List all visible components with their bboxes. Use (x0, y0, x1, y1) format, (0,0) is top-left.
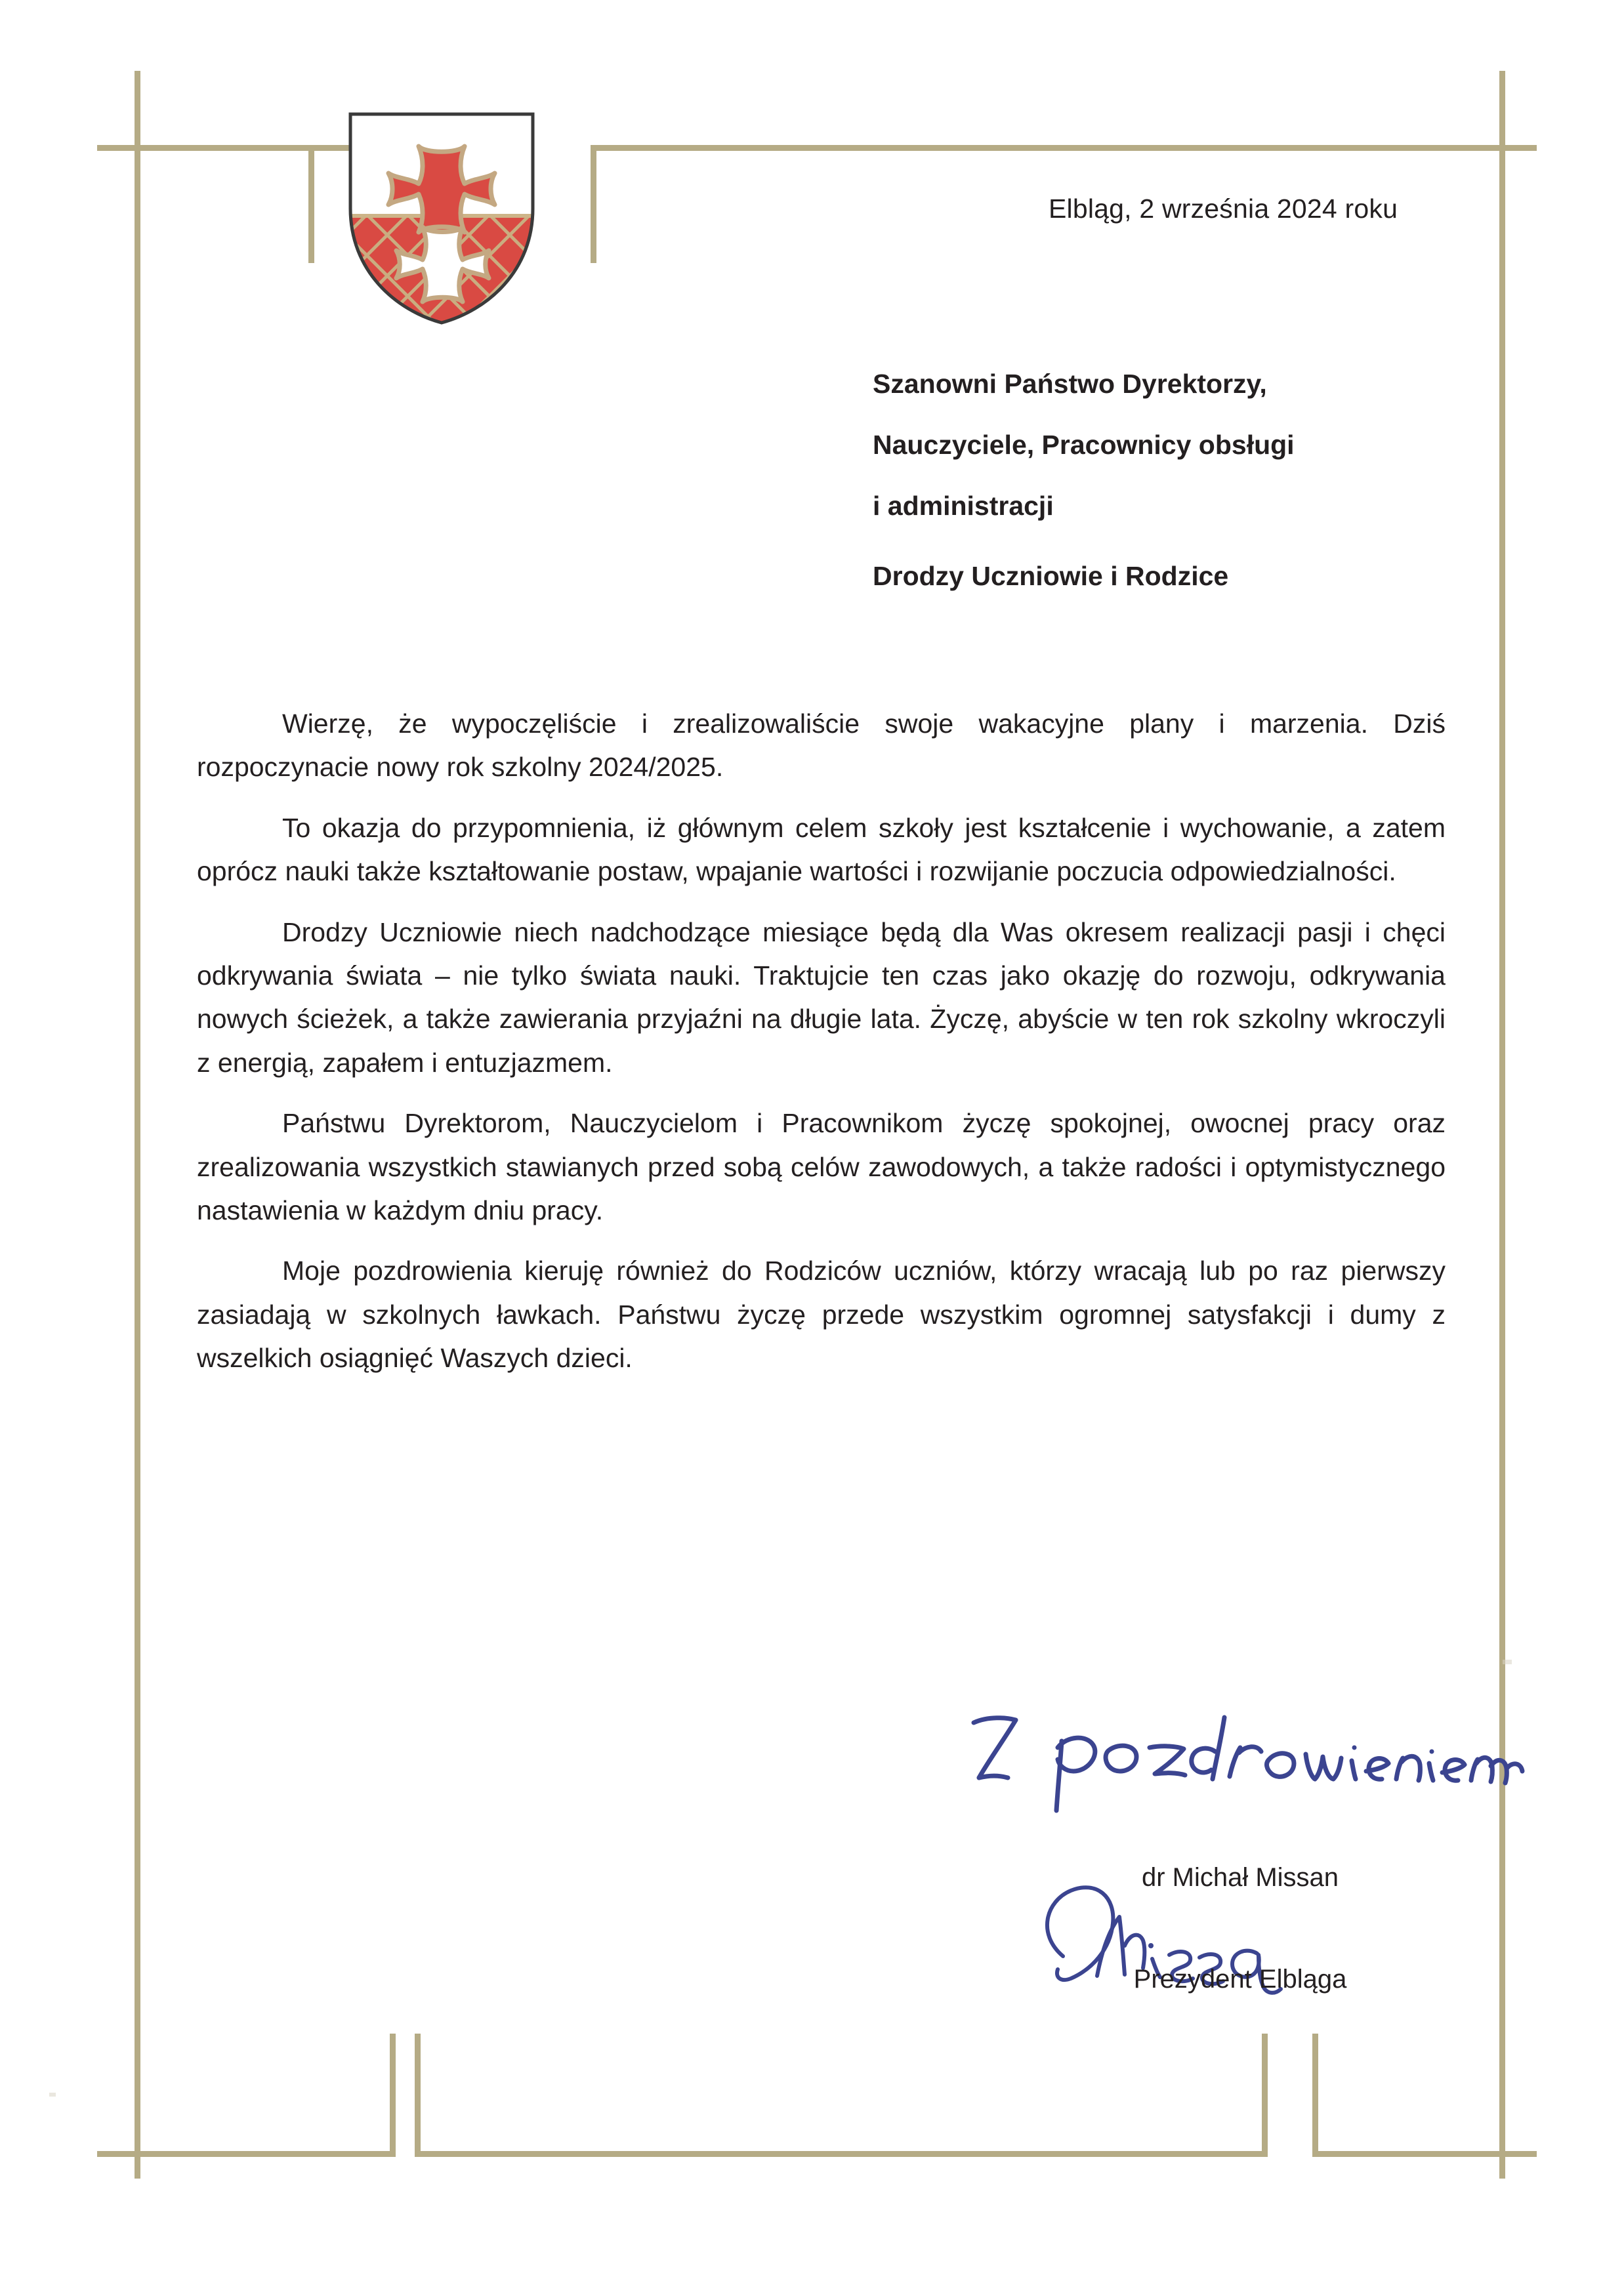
body-paragraph: Państwu Dyrektorom, Nauczycielom i Pracownikom życzę spokojnej, owocnej pracy oraz zrealizowania wszystkich stawianych przed sobą celów zawodowych, a także radości i optymistycznego nastawienia w każdym dniu pracy. (197, 1108, 1446, 1226)
salutation-block (873, 371, 1463, 590)
registration-mark-bottom-right-horizontal (1312, 2151, 1537, 2157)
frame-bracket-bottom-right-rise (1312, 2034, 1318, 2157)
body-paragraph: To okazja do przypomnienia, iż głównym celem szkoły jest kształcenie i wychowanie, a zatem oprócz nauki także kształtowanie postaw, wpajanie wartości i rozwijanie poczucia odpowiedzialności. (197, 812, 1446, 887)
frame-rule-left (135, 145, 140, 2179)
body-paragraph: Wierzę, że wypoczęliście i zrealizowaliście swoje wakacyjne plany i marzenia. Dziś rozpoczynacie nowy rok szkolny 2024/2025. (197, 708, 1446, 783)
salutation-line-2: Nauczyciele, Pracownicy obsługi (873, 430, 1295, 460)
body-paragraph: Drodzy Uczniowie niech nadchodzące miesiące będą dla Was okresem realizacji pasji i chęci odkrywania świata – nie tylko świata nauki. Traktujcie ten czas jako okazję do rozwoju, odkrywania nowych ścieżek, a także zawierania przyjaźni na długie lata. Życzę, abyście w ten rok szkolny wkroczyli z energią, zapałem i entuzjazmem. (197, 916, 1446, 1078)
frame-bracket-bottom-center-left-rise (415, 2034, 421, 2157)
signer-name: dr Michał Missan (1141, 1863, 1339, 1892)
frame-bracket-bottom-center-right-rise (1262, 2034, 1268, 2157)
frame-bracket-top-center-drop (591, 145, 596, 263)
salutation-line-4: Drodzy Uczniowie i Rodzice (873, 561, 1229, 591)
signer-title: Prezydent Elbląga (1133, 1965, 1347, 1994)
body-paragraph: Moje pozdrowienia kieruję również do Rodziców uczniów, którzy wracają lub po raz pierwszy zasiadają w szkolnych ławkach. Państwu życzę przede wszystkim ogromnej satysfakcji i dumy z wszelkich osiągnięć Waszych dzieci. (197, 1256, 1446, 1374)
date-line: Elbląg, 2 września 2024 roku (1049, 194, 1398, 224)
letter-body (197, 702, 1446, 1380)
frame-rule-bottom (415, 2151, 1268, 2157)
scan-speck (1503, 1660, 1512, 1664)
frame-bracket-bottom-left-rise (390, 2034, 396, 2157)
coat-of-arms-icon (346, 110, 537, 327)
frame-bracket-top-left-drop (308, 145, 314, 263)
salutation-line-3: i administracji (873, 491, 1054, 521)
salutation-line-1: Szanowni Państwo Dyrektorzy, (873, 369, 1267, 399)
scan-speck (49, 2093, 56, 2097)
registration-mark-bottom-left-horizontal (97, 2151, 396, 2157)
handwritten-greeting (958, 1679, 1535, 1830)
frame-rule-top (591, 145, 1503, 151)
